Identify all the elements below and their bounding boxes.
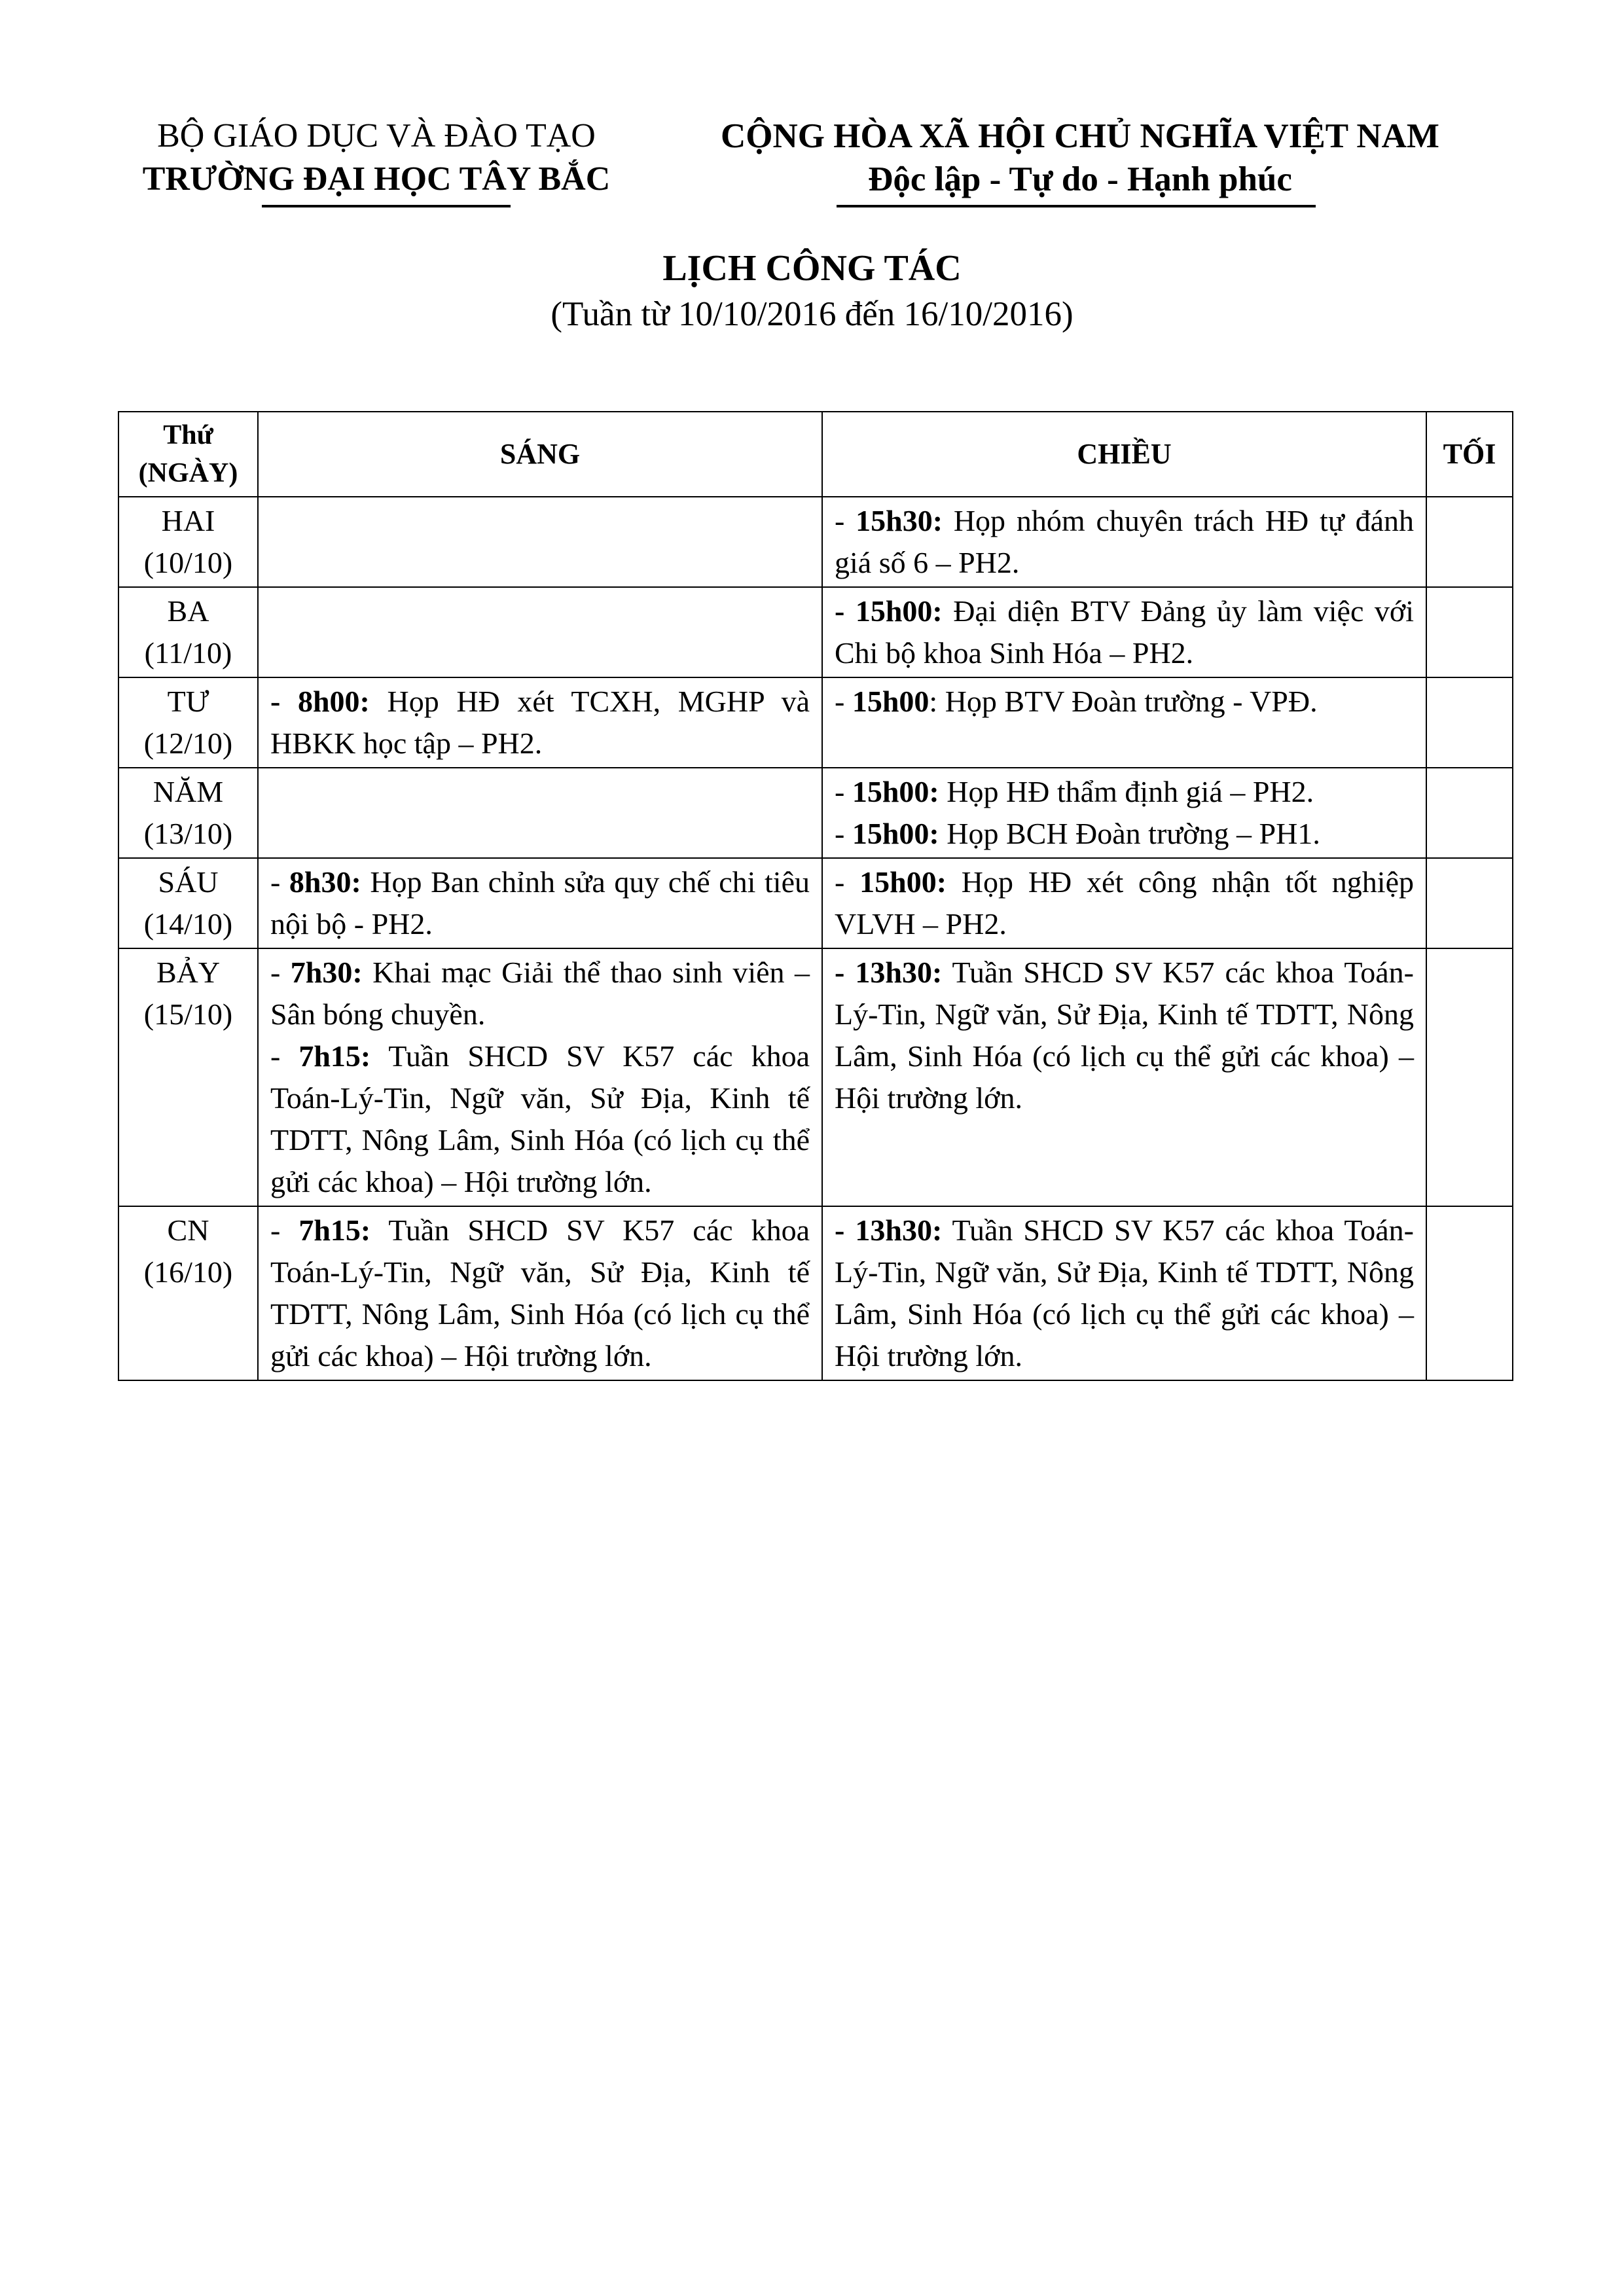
column-header-day [118, 412, 258, 497]
evening-cell [1426, 858, 1513, 948]
university-name: TRƯỜNG ĐẠI HỌC TÂY BẮC [142, 160, 611, 198]
table-row [118, 948, 1513, 1206]
day-name: NĂM [153, 775, 224, 808]
day-date: (14/10) [143, 907, 233, 941]
table-row [118, 768, 1513, 858]
schedule-entry [835, 771, 1414, 813]
entry-time: - 8h00: [270, 685, 370, 718]
day-cell [118, 677, 258, 768]
day-date: (12/10) [143, 726, 233, 760]
entry-text: Họp HĐ xét công nhận tốt nghiệp VLVH – PH2. [835, 865, 1414, 941]
column-header-afternoon: CHIỀU [822, 412, 1426, 497]
entry-text: Họp nhóm chuyên trách HĐ tự đánh giá số 6 – PH2. [835, 504, 1414, 579]
evening-cell [1426, 677, 1513, 768]
entry-text: Tuần SHCD SV K57 các khoa Toán-Lý-Tin, Ngữ văn, Sử Địa, Kinh tế TDTT, Nông Lâm, Sinh Hóa (có lịch cụ thể gửi các khoa) – Hội trường lớn. [270, 1039, 810, 1198]
day-date: (15/10) [143, 997, 233, 1031]
morning-cell [258, 497, 822, 587]
entry-time: 8h30: [289, 865, 361, 899]
entry-time: 15h00: [852, 817, 939, 850]
column-header-morning: SÁNG [258, 412, 822, 497]
schedule-entry [835, 861, 1414, 945]
evening-cell [1426, 497, 1513, 587]
entry-dash: - [270, 865, 289, 899]
entry-time: - 13h30: [835, 1213, 943, 1247]
country-name: CỘNG HÒA XÃ HỘI CHỦ NGHĨA VIỆT NAM [721, 117, 1439, 155]
table-row [118, 587, 1513, 677]
day-date: (16/10) [143, 1255, 233, 1289]
entry-dash: - [270, 956, 291, 989]
table-header-row [118, 412, 1513, 497]
entry-time: 7h15: [298, 1213, 371, 1247]
entry-time: 7h30: [290, 956, 363, 989]
entry-text: Tuần SHCD SV K57 các khoa Toán-Lý-Tin, Ngữ văn, Sử Địa, Kinh tế TDTT, Nông Lâm, Sinh Hóa (có lịch cụ thể gửi các khoa) – Hội trường lớn. [835, 1213, 1414, 1372]
entry-text: Họp HĐ thẩm định giá – PH2. [939, 775, 1314, 808]
schedule-entry [270, 1035, 810, 1203]
column-header-evening: TỐI [1426, 412, 1513, 497]
afternoon-cell [822, 1206, 1426, 1380]
table-row [118, 1206, 1513, 1380]
table-row [118, 497, 1513, 587]
entry-dash: - [835, 775, 852, 808]
entry-dash: - [835, 685, 852, 718]
entry-time: - 13h30: [835, 956, 943, 989]
entry-text: Đại diện BTV Đảng ủy làm việc với Chi bộ khoa Sinh Hóa – PH2. [835, 594, 1414, 670]
afternoon-cell [822, 677, 1426, 768]
entry-text: Khai mạc Giải thể thao sinh viên – Sân bóng chuyền. [270, 956, 810, 1031]
entry-dash: - [270, 1039, 299, 1073]
page-title: LỊCH CÔNG TÁC [662, 248, 962, 289]
schedule-entry [835, 590, 1414, 674]
schedule-entry [835, 500, 1414, 584]
schedule-entry [835, 681, 1414, 723]
afternoon-cell [822, 858, 1426, 948]
schedule-entry [270, 1210, 810, 1377]
day-name: SÁU [158, 865, 219, 899]
entry-time: 15h00 [852, 685, 929, 718]
schedule-entry [835, 952, 1414, 1119]
day-cell [118, 858, 258, 948]
day-cell [118, 587, 258, 677]
entry-dash: - [835, 817, 852, 850]
morning-cell [258, 587, 822, 677]
day-cell [118, 497, 258, 587]
table-row [118, 858, 1513, 948]
entry-time: 7h15: [298, 1039, 371, 1073]
evening-cell [1426, 1206, 1513, 1380]
day-name: TƯ [167, 685, 209, 718]
schedule-entry [835, 813, 1414, 855]
morning-cell [258, 677, 822, 768]
ministry-name: BỘ GIÁO DỤC VÀ ĐÀO TẠO [157, 117, 596, 154]
day-cell [118, 1206, 258, 1380]
entry-time: 15h00: [852, 775, 939, 808]
schedule-entry [270, 861, 810, 945]
entry-text: Họp Ban chỉnh sửa quy chế chi tiêu nội bộ - PH2. [270, 865, 810, 941]
afternoon-cell [822, 497, 1426, 587]
evening-cell [1426, 768, 1513, 858]
afternoon-cell [822, 768, 1426, 858]
schedule-entry [270, 952, 810, 1035]
column-header-day-line2: (NGÀY) [138, 458, 238, 488]
entry-text: Họp BCH Đoàn trường – PH1. [939, 817, 1320, 850]
morning-cell [258, 858, 822, 948]
schedule-entry [835, 1210, 1414, 1377]
entry-dash: - [270, 1213, 299, 1247]
entry-text: Tuần SHCD SV K57 các khoa Toán-Lý-Tin, Ngữ văn, Sử Địa, Kinh tế TDTT, Nông Lâm, Sinh Hóa (có lịch cụ thể gửi các khoa) – Hội trường lớn. [270, 1213, 810, 1372]
entry-time: 15h00: [859, 865, 947, 899]
evening-cell [1426, 948, 1513, 1206]
schedule-entry [270, 681, 810, 764]
day-name: BA [167, 594, 209, 628]
entry-time: - 15h00: [835, 594, 943, 628]
week-range: (Tuần từ 10/10/2016 đến 16/10/2016) [550, 295, 1074, 333]
day-date: (11/10) [144, 636, 232, 670]
day-date: (13/10) [143, 817, 233, 850]
schedule-table [118, 411, 1513, 1381]
entry-dash: - [835, 504, 856, 537]
entry-text: Tuần SHCD SV K57 các khoa Toán-Lý-Tin, Ngữ văn, Sử Địa, Kinh tế TDTT, Nông Lâm, Sinh Hóa (có lịch cụ thể gửi các khoa) – Hội trường lớn. [835, 956, 1414, 1115]
issuer-underline [262, 205, 511, 207]
entry-text: : Họp BTV Đoàn trường - VPĐ. [929, 685, 1318, 718]
entry-text: Họp HĐ xét TCXH, MGHP và HBKK học tập – PH2. [270, 685, 810, 760]
day-cell [118, 768, 258, 858]
day-cell [118, 948, 258, 1206]
day-date: (10/10) [143, 546, 233, 579]
day-name: CN [167, 1213, 209, 1247]
motto-underline [837, 205, 1316, 207]
national-motto: Độc lập - Tự do - Hạnh phúc [868, 160, 1292, 198]
column-header-day-line1: Thứ [163, 420, 213, 450]
morning-cell [258, 948, 822, 1206]
afternoon-cell [822, 587, 1426, 677]
morning-cell [258, 1206, 822, 1380]
entry-time: 15h30: [856, 504, 943, 537]
issuer-block [118, 115, 635, 201]
entry-dash: - [835, 865, 860, 899]
day-name: BẢY [156, 956, 221, 989]
day-name: HAI [161, 504, 215, 537]
afternoon-cell [822, 948, 1426, 1206]
table-row [118, 677, 1513, 768]
morning-cell [258, 768, 822, 858]
evening-cell [1426, 587, 1513, 677]
national-header [687, 115, 1473, 201]
